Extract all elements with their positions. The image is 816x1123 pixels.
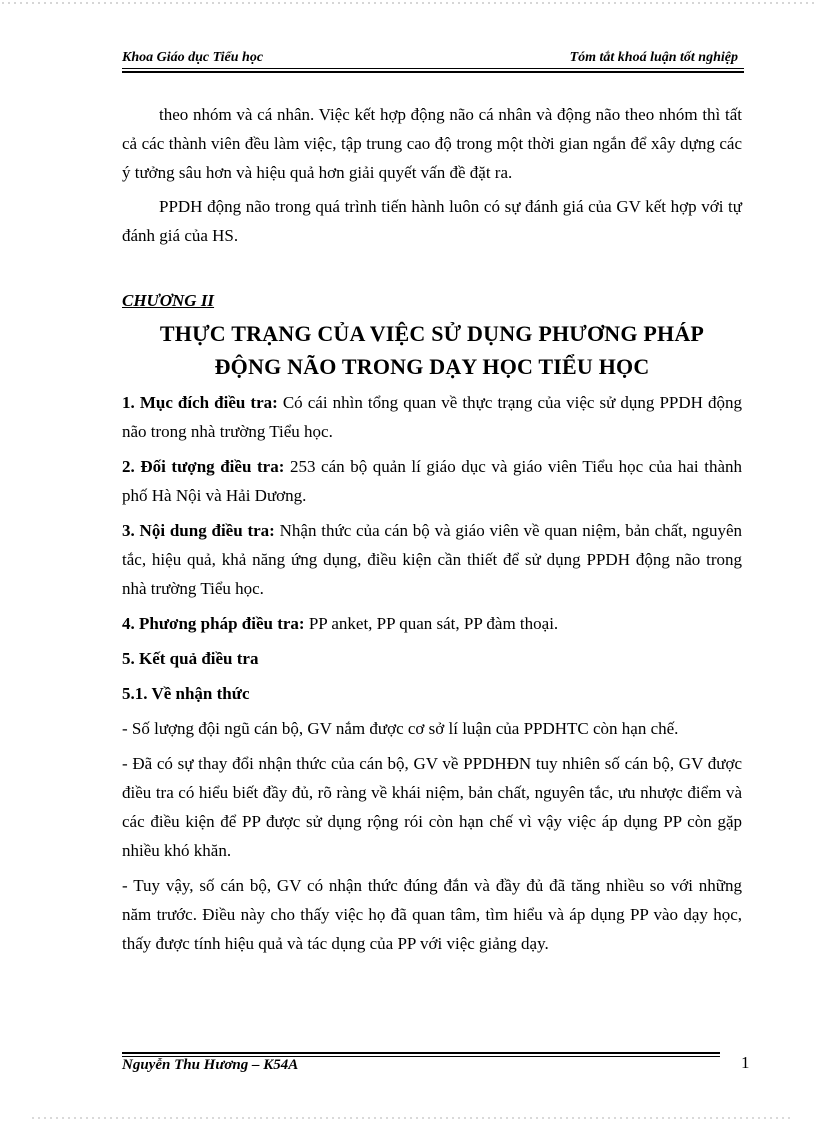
section-1 bbox=[122, 388, 742, 446]
section-3 bbox=[122, 516, 742, 603]
section-4-label: 4. Phương pháp điều tra: bbox=[122, 614, 305, 633]
chapter-title-line-2: ĐỘNG NÃO TRONG DẠY HỌC TIỂU HỌC bbox=[214, 354, 650, 379]
chapter-title bbox=[122, 317, 742, 383]
section-5-1-heading: 5.1. Về nhận thức bbox=[122, 684, 250, 703]
page-body bbox=[122, 100, 742, 958]
section-3-label: 3. Nội dung điều tra: bbox=[122, 521, 275, 540]
section-1-label: 1. Mục đích điều tra: bbox=[122, 393, 278, 412]
header-document-type: Tóm tắt khoá luận tốt nghiệp bbox=[569, 50, 738, 65]
page-header bbox=[122, 50, 742, 70]
footer-author: Nguyễn Thu Hương – K54A bbox=[122, 1057, 299, 1073]
bullet-3: - Tuy vậy, số cán bộ, GV có nhận thức đúng đắn và đầy đủ đã tăng nhiều so với những năm trước. Điều này cho thấy việc họ đã quan tâm, tìm hiểu và áp dụng PP vào dạy học, thấy được tính hiệu quả và tác dụng của PP với việc giảng dạy. bbox=[122, 876, 742, 953]
section-4-text: PP anket, PP quan sát, PP đàm thoại. bbox=[304, 614, 559, 633]
header-faculty: Khoa Giáo dục Tiểu học bbox=[122, 50, 264, 65]
header-rule-thick bbox=[122, 71, 744, 73]
paragraph-2: PPDH động não trong quá trình tiến hành luôn có sự đánh giá của GV kết hợp với tự đánh giá của HS. bbox=[122, 197, 742, 245]
section-5-heading: 5. Kết quả điều tra bbox=[122, 649, 259, 668]
section-2-label: 2. Đối tượng điều tra: bbox=[122, 457, 285, 476]
header-rule bbox=[122, 68, 744, 69]
section-3-text: Nhận thức của cán bộ và giáo viên về quan niệm, bản chất, nguyên tắc, hiệu quả, khả năng ứng dụng, điều kiện cần thiết để sử dụng PPDH động não trong nhà trường Tiểu học. bbox=[122, 521, 742, 598]
bullet-1: - Số lượng đội ngũ cán bộ, GV nắm được cơ sở lí luận của PPDHTC còn hạn chế. bbox=[122, 719, 679, 738]
page-top-border bbox=[0, 2, 816, 4]
section-4 bbox=[122, 609, 742, 638]
section-2-text: 253 cán bộ quản lí giáo dục và giáo viên Tiểu học của hai thành phố Hà Nội và Hải Dương. bbox=[122, 457, 742, 505]
page-bottom-border bbox=[30, 1117, 790, 1119]
bullet-2: - Đã có sự thay đổi nhận thức của cán bộ, GV về PPDHĐN tuy nhiên số cán bộ, GV được điều tra có hiểu biết đầy đủ, rõ ràng về khái niệm, bản chất, nguyên tắc, ưu nhược điểm và các điều kiện để PP được sử dụng rộng rói còn hạn chế vì vậy việc áp dụng PP còn gặp nhiều khó khăn. bbox=[122, 754, 742, 860]
section-2 bbox=[122, 452, 742, 510]
paragraph-1: theo nhóm và cá nhân. Việc kết hợp động não cá nhân và động não theo nhóm thì tất cả các thành viên đều làm việc, tập trung cao độ trong một thời gian ngắn để xây dựng các ý tưởng sâu hơn và hiệu quả hơn giải quyết vấn đề đặt ra. bbox=[122, 105, 742, 182]
footer-rule-thick bbox=[122, 1052, 720, 1054]
chapter-label: CHƯƠNG II bbox=[122, 291, 215, 310]
chapter-title-line-1: THỰC TRẠNG CỦA VIỆC SỬ DỤNG PHƯƠNG PHÁP bbox=[159, 321, 705, 346]
section-1-text: Có cái nhìn tổng quan về thực trạng của việc sử dụng PPDH động não trong nhà trường Tiểu học. bbox=[122, 393, 742, 441]
page-number: 1 bbox=[741, 1053, 750, 1072]
